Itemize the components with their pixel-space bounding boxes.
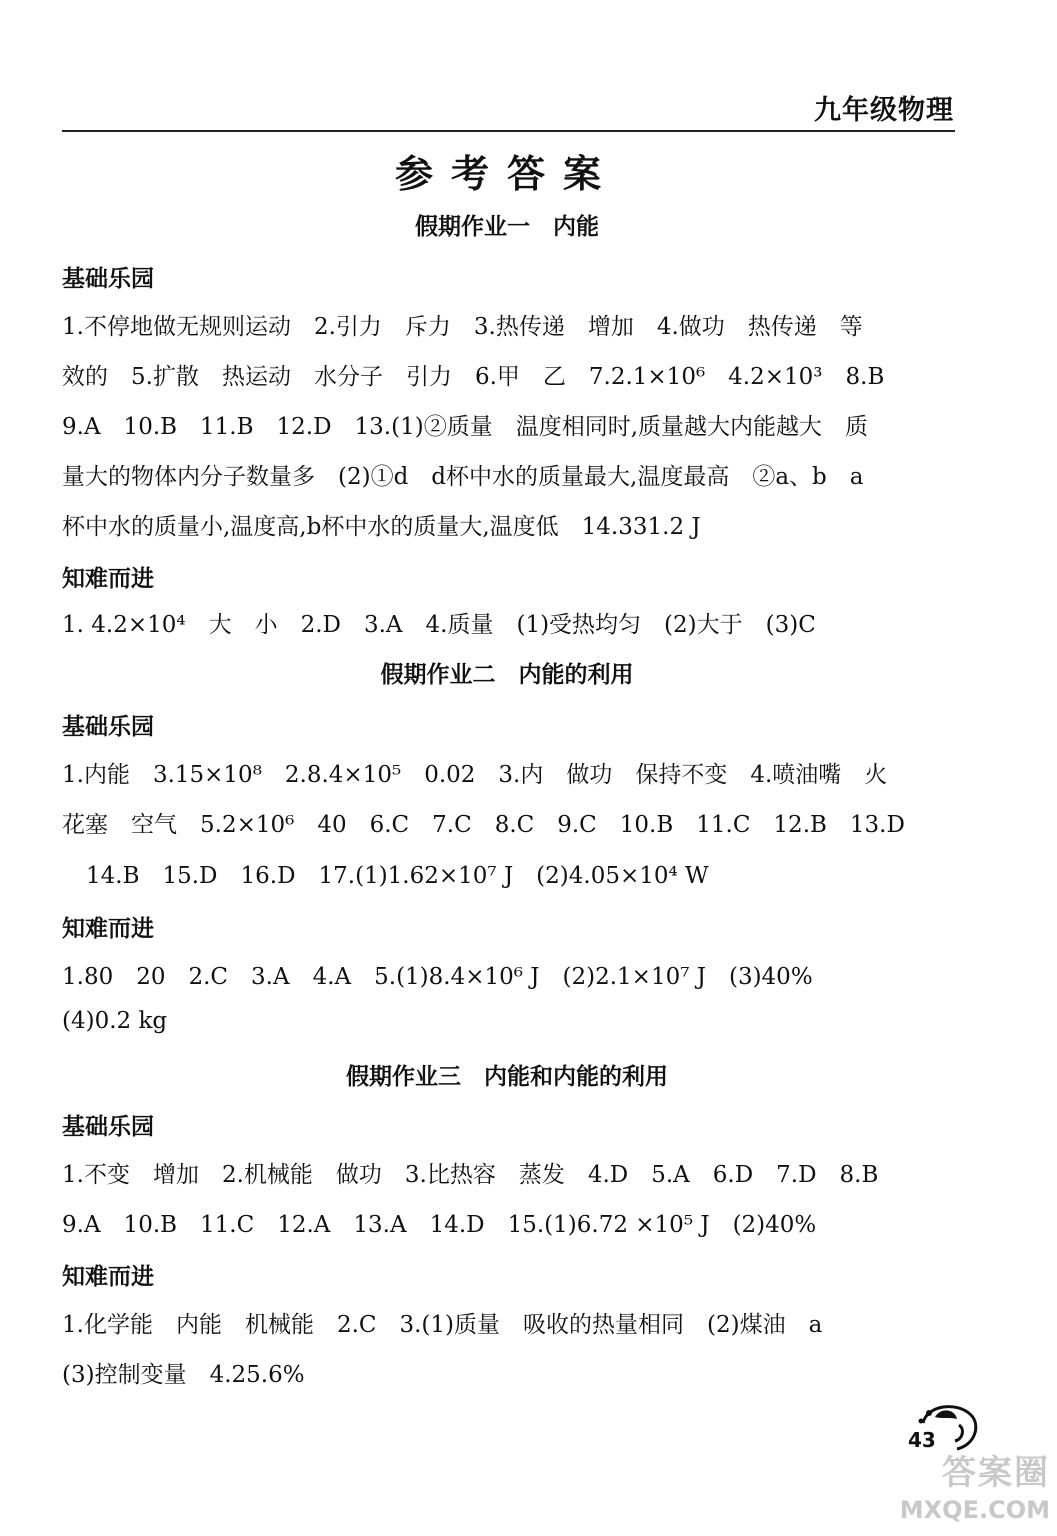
section-1-basic-line: 效的 5.扩散 热运动 水分子 引力 6.甲 乙 7.2.1×10⁶ 4.2×10³ 8.B xyxy=(62,364,885,390)
section-3-adv-line: (3)控制变量 4.25.6% xyxy=(62,1362,305,1388)
section-2-adv-head: 知难而进 xyxy=(62,916,154,942)
watermark-url: MXQE.COM xyxy=(899,1496,1050,1524)
page-title: 参考答案 xyxy=(394,152,619,196)
header-rule xyxy=(62,130,955,132)
subject-header: 九年级物理 xyxy=(814,95,954,126)
section-1-adv-line: 1. 4.2×10⁴ 大 小 2.D 3.A 4.质量 (1)受热均匀 (2)大于 (3)C xyxy=(62,612,816,638)
section-1-basic-line: 1.不停地做无规则运动 2.引力 斥力 3.热传递 增加 4.做功 热传递 等 xyxy=(62,314,863,340)
section-2-basic-line: 花塞 空气 5.2×10⁶ 40 6.C 7.C 8.C 9.C 10.B 11.C 12.B 13.D xyxy=(62,812,905,838)
section-2-adv-line: (4)0.2 kg xyxy=(62,1008,168,1034)
section-1-basic-head: 基础乐园 xyxy=(62,266,154,292)
section-3-adv-line: 1.化学能 内能 机械能 2.C 3.(1)质量 吸收的热量相同 (2)煤油 a xyxy=(62,1312,823,1338)
watermark xyxy=(860,1445,1050,1524)
section-1-title: 假期作业一 内能 xyxy=(415,214,599,240)
page-number: 43 xyxy=(908,1428,936,1452)
section-2-adv-line: 1.80 20 2.C 3.A 4.A 5.(1)8.4×10⁶ J (2)2.1×10⁷ J (3)40% xyxy=(62,964,813,990)
section-3-basic-line: 9.A 10.B 11.C 12.A 13.A 14.D 15.(1)6.72 ×10⁵ J (2)40% xyxy=(62,1212,817,1238)
section-1-basic-line: 9.A 10.B 11.B 12.D 13.(1)②质量 温度相同时,质量越大内能越大 质 xyxy=(62,414,868,440)
section-2-basic-line: 14.B 15.D 16.D 17.(1)1.62×10⁷ J (2)4.05×10⁴ W xyxy=(86,863,709,889)
section-2-title: 假期作业二 内能的利用 xyxy=(380,662,634,688)
section-2-basic-line: 1.内能 3.15×10⁸ 2.8.4×10⁵ 0.02 3.内 做功 保持不变 4.喷油嘴 火 xyxy=(62,762,888,788)
section-3-title: 假期作业三 内能和内能的利用 xyxy=(346,1064,668,1090)
section-2-basic-head: 基础乐园 xyxy=(62,714,154,740)
section-3-adv-head: 知难而进 xyxy=(62,1264,154,1290)
section-1-basic-line: 杯中水的质量小,温度高,b杯中水的质量大,温度低 14.331.2 J xyxy=(62,514,701,540)
section-3-basic-head: 基础乐园 xyxy=(62,1114,154,1140)
section-1-adv-head: 知难而进 xyxy=(62,566,154,592)
watermark-logo-text: 答案圈 xyxy=(942,1453,1050,1493)
section-1-basic-line: 量大的物体内分子数量多 (2)①d d杯中水的质量最大,温度最高 ②a、b a xyxy=(62,464,864,490)
section-3-basic-line: 1.不变 增加 2.机械能 做功 3.比热容 蒸发 4.D 5.A 6.D 7.D 8.B xyxy=(62,1162,879,1188)
